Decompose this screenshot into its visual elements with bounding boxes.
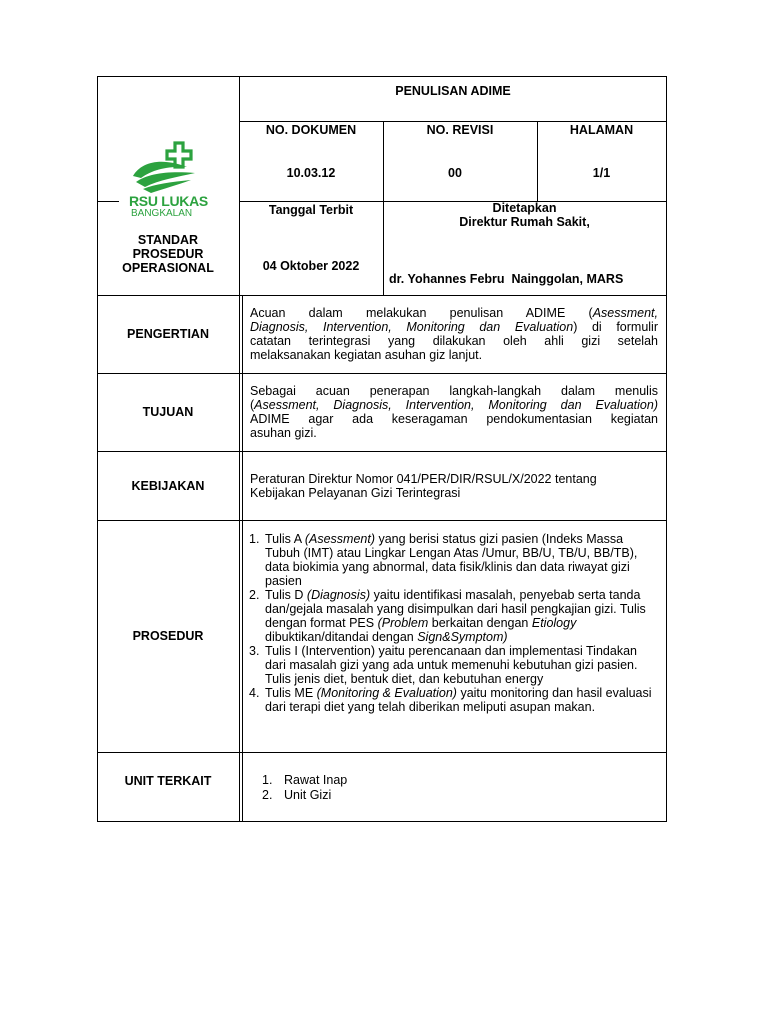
prosedur-divider [97, 752, 667, 753]
tujuan-text: Sebagai acuan penerapan langkah-langkah dalam menulis (Asessment, Diagnosis, Intervention, Monitoring dan Evaluation) ADIME agar ada keseragaman pendokumentasian kegiatan asuhan gizi. [250, 384, 658, 440]
unit-terkait-list [262, 773, 642, 803]
cross-hand-icon [125, 140, 205, 196]
no-dokumen-label: NO. DOKUMEN [265, 123, 357, 137]
kebijakan-line1: Peraturan Direktur Nomor 041/PER/DIR/RSUL/X/2022 tentang [250, 472, 597, 486]
pengertian-text: Acuan dalam melakukan penulisan ADIME (Asessment, Diagnosis, Intervention, Monitoring dan Evaluation) di formulir catatan terintegrasi yang dilakukan oleh ahli gizi setelah melaksanakan kegiatan asuhan giz lanjut. [250, 306, 658, 362]
tanggal-terbit-label: Tanggal Terbit [268, 203, 354, 217]
pengertian-divider [97, 373, 667, 374]
unit-terkait-label: UNIT TERKAIT [124, 774, 212, 788]
prosedur-list [241, 532, 661, 714]
logo-name: RSU LUKAS [129, 193, 208, 209]
no-revisi-value: 00 [448, 166, 462, 180]
halaman-value: 1/1 [592, 166, 611, 180]
kebijakan-line2: Kebijakan Pelayanan Gizi Terintegrasi [250, 486, 461, 500]
prosedur-step-3: 3. Tulis I (Intervention) yaitu perencanaan dan implementasi Tindakan dari masalah gizi yang ada untuk memenuhi kebutuhan gizi pasien. Tulis jenis diet, bentuk diet, dan kebutuhan energy [249, 644, 638, 686]
prosedur-step-2: 2. Tulis D (Diagnosis) yaitu identifikasi masalah, penyebab serta tanda dan/gejala masalah yang disimpulkan dari hasil pengkajian gizi. Tulis dengan format PES (Problem berkaitan dengan Etiology dibuktikan/ditandai dengan Sign&Symptom) [249, 588, 646, 644]
tujuan-label: TUJUAN [142, 405, 194, 419]
unit-item-1: 1. Rawat Inap [262, 773, 348, 787]
spo-title-line3: OPERASIONAL [122, 261, 214, 275]
spo-title-line2: PROSEDUR [132, 247, 204, 261]
tanggal-terbit-value: 04 Oktober 2022 [262, 259, 360, 273]
column-divider [239, 76, 240, 822]
unit-item-2: 2. Unit Gizi [262, 788, 332, 802]
no-dokumen-value: 10.03.12 [286, 166, 336, 180]
direktur-label: Direktur Rumah Sakit, [459, 215, 590, 229]
ditetapkan-label: Ditetapkan [492, 201, 557, 215]
table-border-left [97, 76, 98, 822]
doc-title: PENULISAN ADIME [395, 84, 511, 98]
prosedur-step-1: 1. Tulis A (Asessment) yang berisi status gizi pasien (Indeks Massa Tubuh (IMT) atau Lingkar Lengan Atas /Umur, BB/U, TB/U, BB/TB), data biokimia yang abnormal, data fisik/klinis dan data riwayat gizi pasien [249, 532, 638, 588]
table-border-right [666, 76, 667, 822]
table-border-bottom [97, 821, 667, 822]
prosedur-step-4: 4. Tulis ME (Monitoring & Evaluation) yaitu monitoring dan hasil evaluasi dari terapi diet yang telah diberikan meliputi asupan makan. [249, 686, 652, 714]
header-title-divider [239, 121, 667, 122]
pengertian-label: PENGERTIAN [127, 327, 209, 341]
kebijakan-divider [97, 520, 667, 521]
signer-name: dr. Yohannes Febru Nainggolan, MARS [389, 272, 624, 286]
header-bottom-divider [97, 295, 667, 296]
logo-bottom-divider [97, 201, 119, 202]
logo-subtitle: BANGKALAN [131, 208, 193, 219]
halaman-label: HALAMAN [569, 123, 634, 137]
spo-title-line1: STANDAR [137, 233, 199, 247]
prosedur-label: PROSEDUR [132, 629, 204, 643]
no-revisi-label: NO. REVISI [426, 123, 494, 137]
table-border-top [97, 76, 667, 77]
kebijakan-label: KEBIJAKAN [131, 479, 205, 493]
tujuan-divider [97, 451, 667, 452]
